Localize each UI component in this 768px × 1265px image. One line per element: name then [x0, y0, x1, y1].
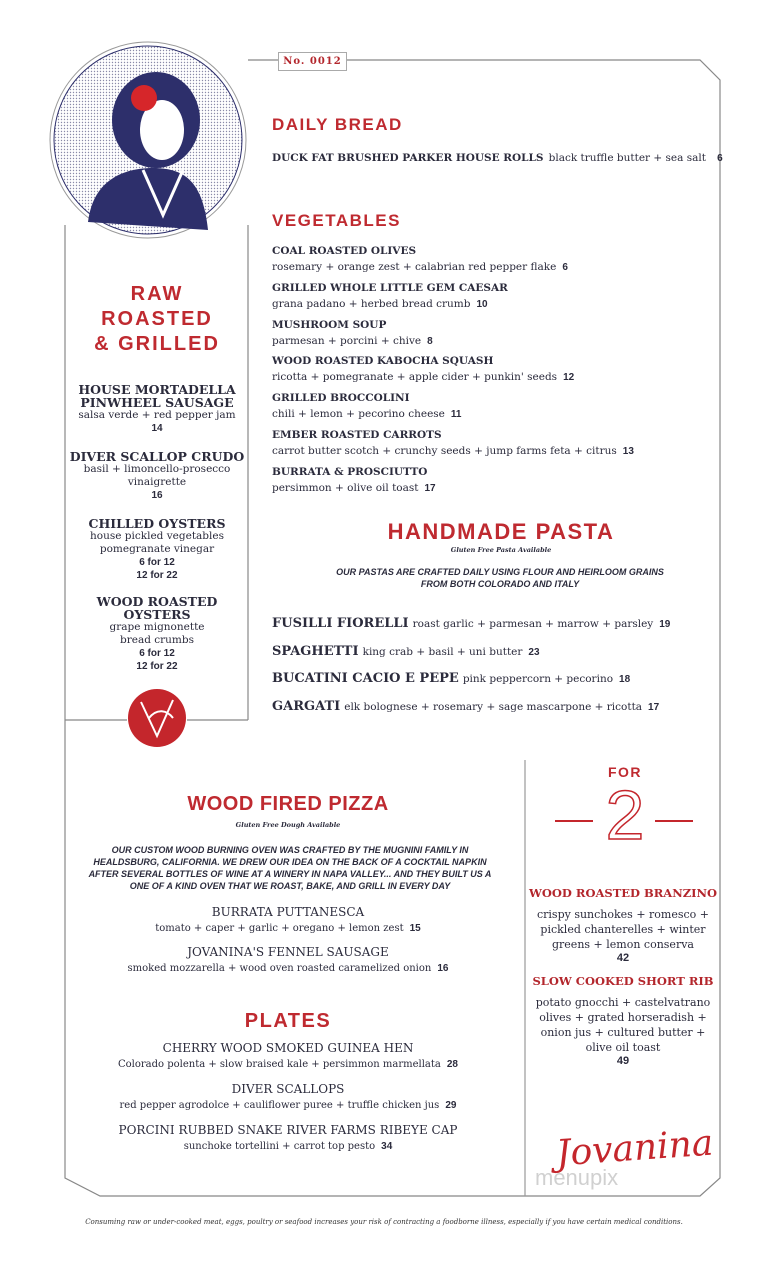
item-price: 16 — [437, 963, 449, 974]
item-name: GRILLED WHOLE LITTLE GEM CAESAR — [272, 281, 508, 294]
item-price: 23 — [528, 646, 540, 658]
item-price: 8 — [427, 335, 433, 347]
item-desc: chili + lemon + pecorino cheese — [272, 408, 445, 421]
vegetables-heading: VEGETABLES — [272, 211, 401, 230]
item-line — [272, 368, 574, 384]
item-desc: salsa verde + red pepper jam — [78, 409, 236, 421]
item-price: 29 — [445, 1100, 457, 1111]
item-price: 28 — [446, 1059, 458, 1070]
menu-item — [272, 698, 659, 714]
item-name: WOOD ROASTED OYSTERS — [96, 594, 218, 622]
item-price: 12 for 22 — [136, 570, 178, 581]
pizza-gluten-note: Gluten Free Dough Available — [235, 821, 341, 829]
item-line — [272, 405, 461, 421]
menu-item — [62, 383, 252, 435]
menu-item: DUCK FAT BRUSHED PARKER HOUSE ROLLS black truffle butter + sea salt 6 — [272, 152, 723, 164]
menu-item — [272, 355, 574, 384]
item-name: DIVER SCALLOP CRUDO — [69, 449, 245, 464]
item-desc: persimmon + olive oil toast — [272, 481, 419, 494]
item-name: PINWHEEL SAUSAGE — [80, 395, 234, 410]
item-price: 6 for 12 — [139, 557, 175, 568]
raw-roasted-grilled-heading: RAW ROASTED & GRILLED — [94, 283, 220, 355]
menu-item — [272, 429, 634, 458]
item-desc: onion jus + cultured butter + — [540, 1026, 706, 1039]
item-line — [272, 332, 433, 348]
item-price: 15 — [409, 923, 421, 934]
item-name: PORCINI RUBBED SNAKE RIVER FARMS RIBEYE CAP — [118, 1123, 458, 1137]
pizza-heading: WOOD FIRED PIZZA — [187, 793, 389, 815]
item-name: GARGATI — [272, 698, 341, 714]
menu-item — [68, 1042, 508, 1071]
disclaimer: Consuming raw or under-cooked meat, eggs, poultry or seafood increases your risk of contracting a foodborne illness, especially if you have certain medical conditions. — [85, 1218, 683, 1226]
item-name: BUCATINI CACIO E PEPE — [272, 671, 459, 686]
watermark: menupix — [535, 1165, 619, 1190]
item-price: 17 — [648, 701, 660, 713]
item-desc: pink peppercorn + pecorino — [462, 673, 614, 685]
daily-bread-heading: DAILY BREAD — [272, 115, 403, 134]
item-name: JOVANINA'S FENNEL SAUSAGE — [187, 945, 389, 959]
menu-item — [62, 595, 252, 673]
item-price: 12 — [563, 372, 575, 384]
item-desc: pickled chanterelles + winter — [540, 923, 706, 936]
menu-item — [272, 282, 508, 311]
item-name: FUSILLI FIORELLI — [272, 616, 409, 631]
menu-item — [272, 245, 568, 274]
item-price: 42 — [616, 952, 630, 964]
item-name: EMBER ROASTED CARROTS — [272, 429, 442, 441]
menu-item — [68, 946, 508, 975]
item-line — [68, 1096, 508, 1112]
menu-item — [528, 974, 718, 1067]
item-desc: tomato + caper + garlic + oregano + lemon zest — [155, 923, 404, 934]
for-two-number: 2 — [605, 776, 645, 854]
item-price: 12 for 22 — [136, 661, 178, 672]
item-name: CHILLED OYSTERS — [88, 516, 226, 531]
item-name: WOOD ROASTED KABOCHA SQUASH — [272, 355, 494, 368]
item-line — [68, 959, 508, 975]
item-desc: carrot butter scotch + crunchy seeds + jump farms feta + citrus — [272, 445, 617, 457]
item-price: 10 — [476, 298, 488, 310]
item-price: 6 for 12 — [139, 648, 175, 659]
item-name: BURRATA & PROSCIUTTO — [272, 465, 428, 478]
item-name: GRILLED BROCCOLINI — [272, 392, 410, 405]
item-line — [68, 919, 508, 935]
item-desc: olive oil toast — [585, 1041, 661, 1054]
item-desc: basil + limoncello-prosecco — [83, 463, 231, 475]
divider — [655, 820, 693, 822]
item-desc: grape mignonette — [109, 621, 205, 633]
item-name: MUSHROOM SOUP — [272, 318, 387, 331]
item-price: 11 — [450, 409, 462, 421]
item-desc: pomegranate vinegar — [99, 543, 215, 555]
portrait-logo — [48, 40, 248, 240]
item-desc: red pepper agrodolce + cauliflower puree + truffle chicken jus — [119, 1100, 440, 1111]
pasta-gluten-note: Gluten Free Pasta Available — [450, 546, 552, 554]
item-name: CHERRY WOOD SMOKED GUINEA HEN — [162, 1041, 414, 1055]
item-line — [272, 479, 436, 495]
item-line — [68, 1137, 508, 1153]
item-desc: ricotta + pomegranate + apple cider + punkin' seeds — [272, 371, 558, 384]
menu-item — [68, 1124, 508, 1153]
item-line — [272, 258, 568, 274]
item-desc: olives + grated horseradish + — [539, 1011, 707, 1024]
menu-number-badge: No. 0012 — [278, 52, 347, 71]
item-desc: roast garlic + parmesan + marrow + parsley — [412, 618, 654, 630]
item-desc: house pickled vegetables — [90, 530, 224, 542]
menu-item — [68, 906, 508, 935]
divider — [555, 820, 593, 822]
menu-item — [528, 886, 718, 964]
item-price: 49 — [616, 1055, 630, 1067]
item-desc: grana padano + herbed bread crumb — [272, 297, 471, 310]
plates-heading: PLATES — [244, 1010, 332, 1032]
item-name: WOOD ROASTED BRANZINO — [528, 886, 718, 900]
item-desc: vinaigrette — [127, 476, 187, 488]
menu-item — [272, 670, 630, 686]
item-price: 19 — [659, 619, 671, 630]
for-label: FOR — [607, 764, 643, 780]
menu-item — [272, 466, 436, 495]
menu-item — [272, 615, 670, 631]
item-price: 34 — [381, 1141, 393, 1152]
item-desc: bread crumbs — [119, 634, 194, 646]
menu-item — [62, 450, 252, 502]
item-name: SLOW COOKED SHORT RIB — [532, 974, 714, 988]
item-name: DIVER SCALLOPS — [231, 1082, 345, 1096]
item-name: BURRATA PUTTANESCA — [211, 905, 365, 919]
jovanina-signature: Jovanina — [554, 1122, 715, 1175]
item-desc: crispy sunchokes + romesco + — [536, 908, 709, 921]
menu-item — [62, 517, 252, 582]
item-price: 16 — [151, 490, 163, 501]
item-desc: rosemary + orange zest + calabrian red pepper flake — [272, 261, 557, 273]
item-line — [68, 1055, 508, 1071]
item-desc: greens + lemon conserva — [552, 938, 694, 951]
item-line — [272, 442, 634, 458]
item-price: 18 — [619, 674, 631, 685]
item-desc: smoked mozzarella + wood oven roasted caramelized onion — [127, 963, 432, 974]
jovanina-emblem-icon — [127, 688, 187, 748]
item-desc: potato gnocchi + castelvatrano — [535, 996, 711, 1009]
item-desc: Colorado polenta + slow braised kale + persimmon marmellata — [118, 1059, 441, 1070]
item-name: HOUSE MORTADELLA — [78, 382, 236, 397]
item-price: 14 — [151, 423, 163, 434]
item-desc: parmesan + porcini + chive — [272, 334, 422, 347]
pasta-heading: HANDMADE PASTA — [387, 519, 615, 544]
item-desc: sunchoke tortellini + carrot top pesto — [183, 1141, 376, 1152]
item-price: 17 — [424, 482, 436, 494]
item-desc: elk bolognese + rosemary + sage mascarpone + ricotta — [344, 700, 643, 713]
item-name: SPAGHETTI — [272, 643, 359, 659]
item-price: 13 — [622, 446, 634, 457]
item-price: 6 — [562, 262, 568, 273]
menu-item — [272, 643, 540, 659]
pasta-description: OUR PASTAS ARE CRAFTED DAILY USING FLOUR AND HEIRLOOM GRAINS FROM BOTH COLORADO AND ITALY — [336, 567, 664, 589]
menu-item — [272, 392, 461, 421]
menu-item — [272, 319, 433, 348]
pizza-description: OUR CUSTOM WOOD BURNING OVEN WAS CRAFTED BY THE MUGNINI FAMILY IN HEALDSBURG, CALIFORNIA. WE DREW OUR IDEA ON THE BACK OF A COCKTAIL NAPKIN AFTER SEVERAL BOTTLES OF WINE AT A WINERY IN NAPA VALLEY... AND THEY BUILT US A ONE OF A KIND OVEN THAT WE ROAST, BAKE, AND GRILL IN EVERY DAY — [88, 845, 492, 891]
item-name: COAL ROASTED OLIVES — [272, 245, 417, 257]
item-line — [272, 295, 508, 311]
item-desc: king crab + basil + uni butter — [362, 645, 523, 658]
menu-item — [68, 1083, 508, 1112]
